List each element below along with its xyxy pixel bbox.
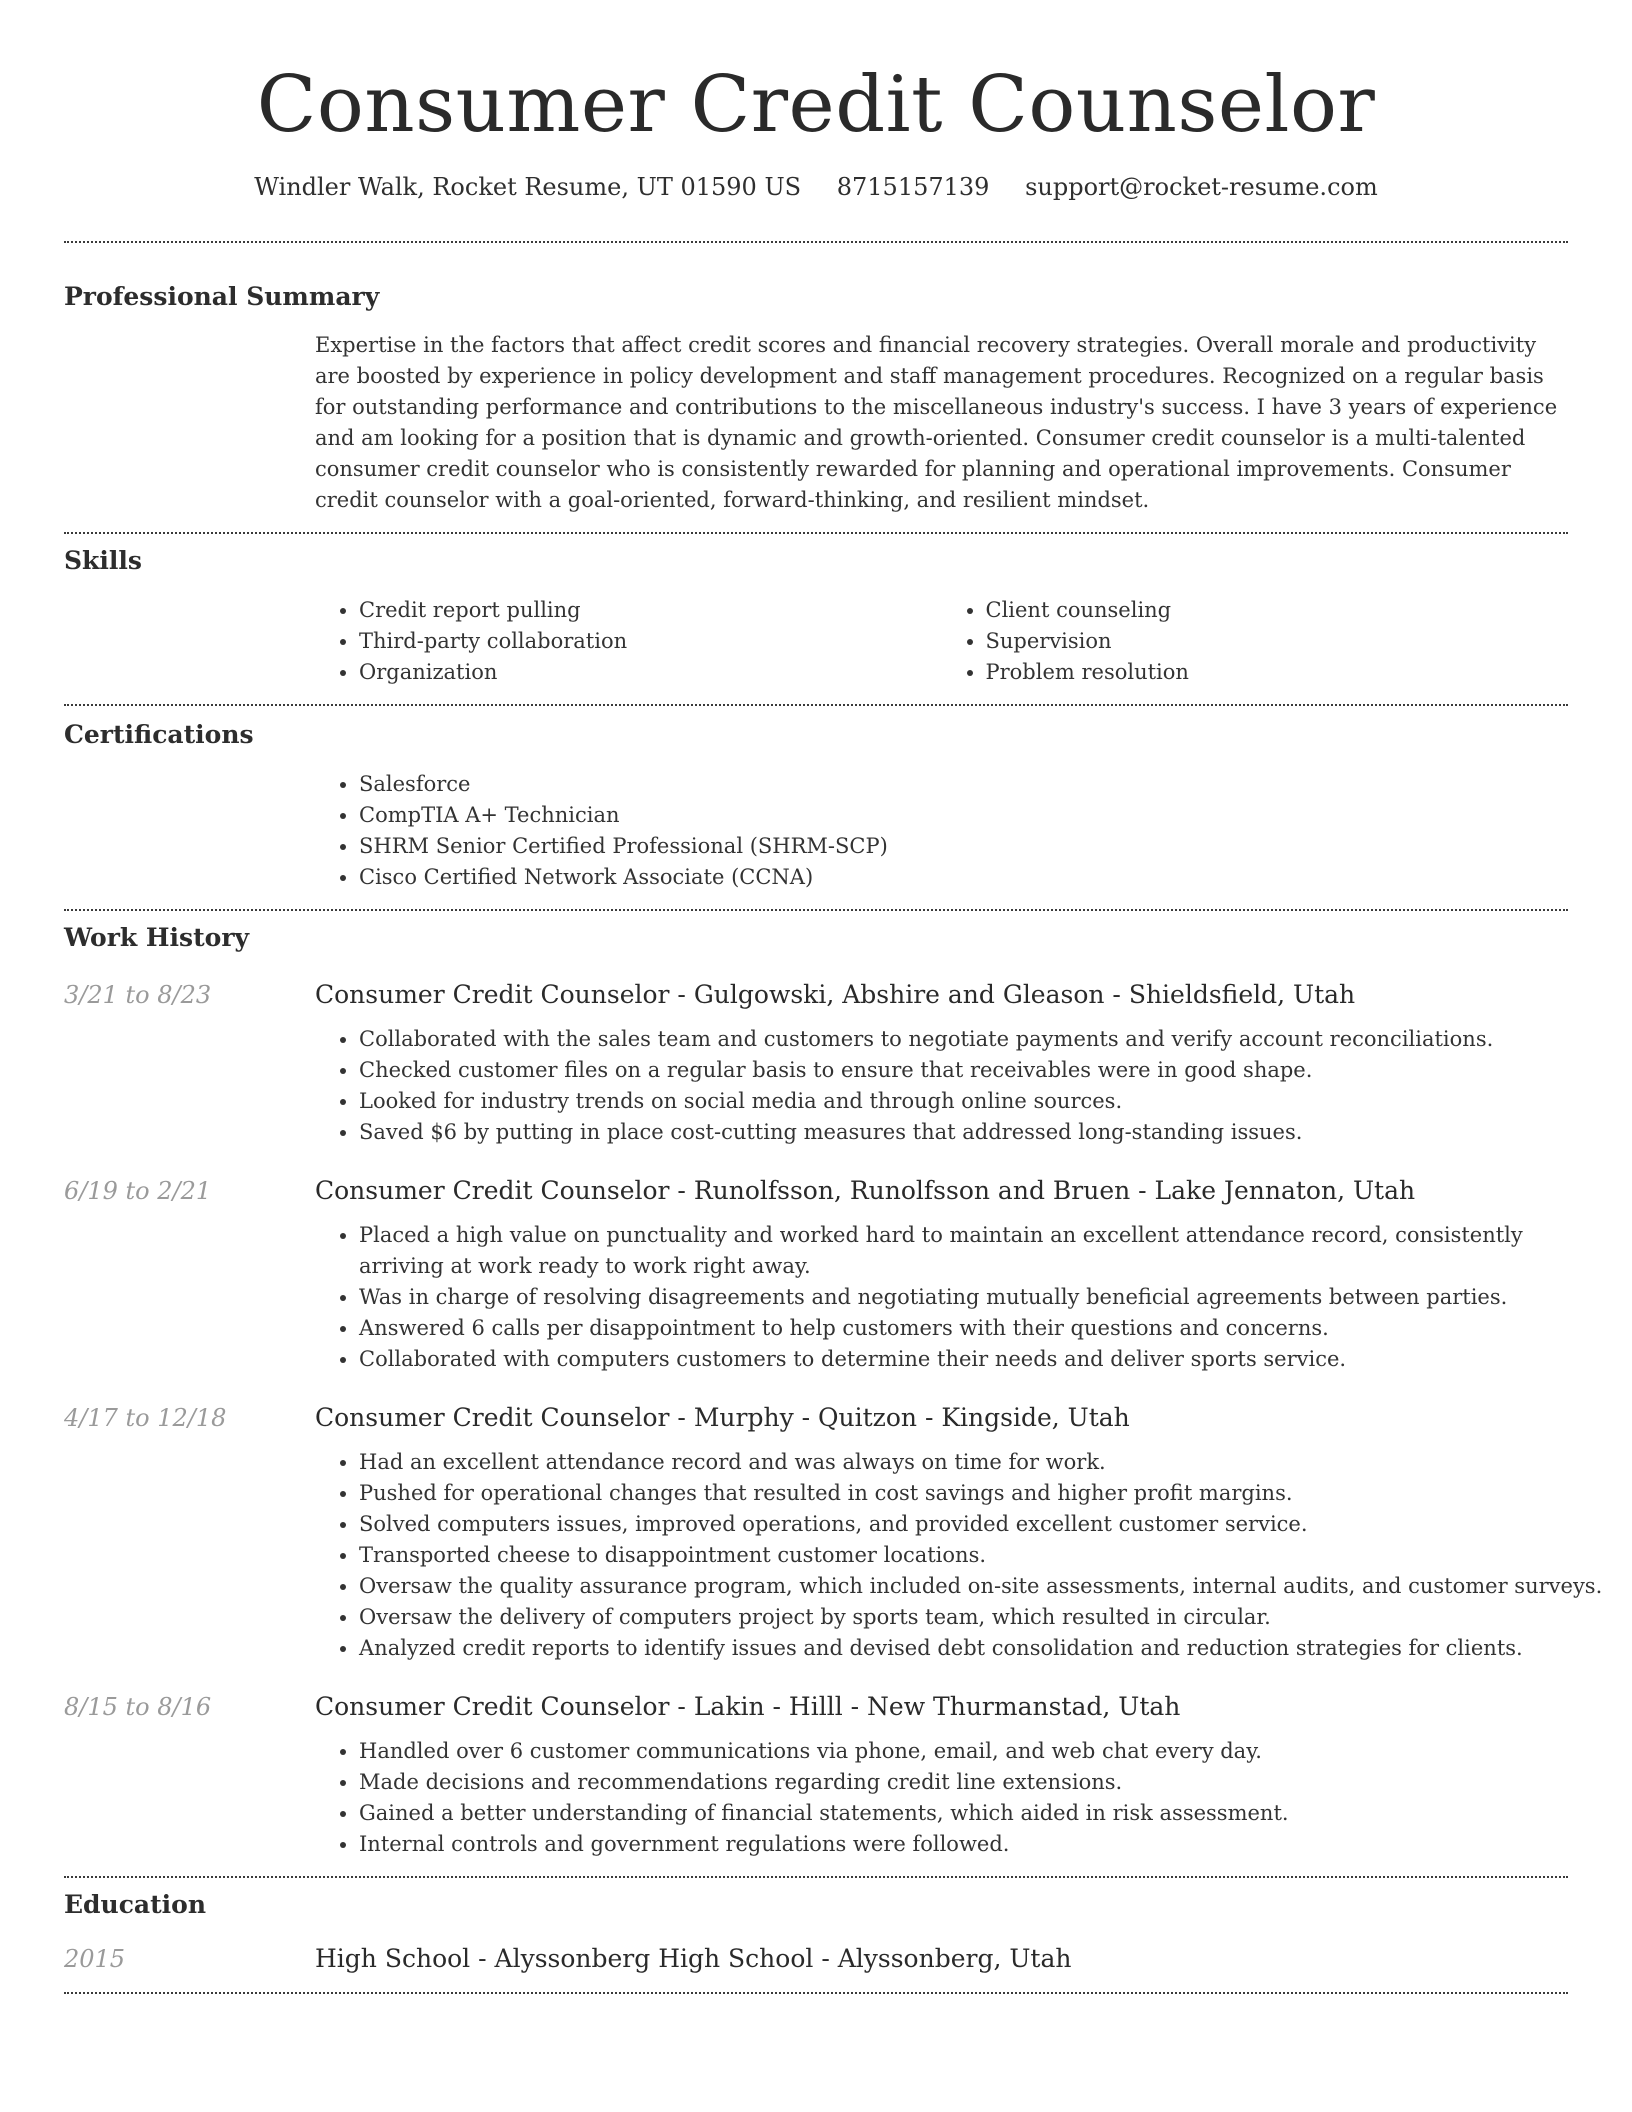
job-bullets [315, 1024, 1612, 1148]
candidate-name: Consumer Credit Counselor [256, 60, 1376, 150]
list-item: • Analyzed credit reports to identify issues and devised debt consolidation and reduction strategies for clients. [359, 1633, 1612, 1664]
job-title: Consumer Credit Counselor - Runolfsson, Runolfsson and Bruen - Lake Jennaton, Utah [315, 1176, 1416, 1205]
list-item: • Organization [359, 657, 942, 688]
job-entry [64, 978, 1568, 1148]
job-bullets [315, 1447, 1612, 1664]
divider [64, 704, 1568, 706]
list-item: • Collaborated with the sales team and customers to negotiate payments and verify account reconciliations. [359, 1024, 1612, 1055]
divider [64, 1992, 1568, 1994]
job-bullets [315, 1220, 1612, 1375]
summary-title: Professional Summary [64, 282, 380, 311]
skills-left-list [315, 595, 942, 688]
job-entry [64, 1690, 1568, 1860]
certifications-section [64, 718, 1568, 893]
summary-text: Expertise in the factors that affect credit scores and financial recovery strategies. Overall morale and productivity are boosted by experience in policy development and staff management procedures. Recognized on a regular basis for outstanding performance and contributions to the miscellaneous industry's success. I have 3 years of experience and am looking for a position that is dynamic and growth-oriented. Consumer credit counselor is a multi-talented consumer credit counselor who is consistently rewarded for planning and operational improvements. Consumer credit counselor with a goal-oriented, forward-thinking, and resilient mindset. [315, 333, 1558, 512]
resume-page [64, 0, 1603, 1994]
list-item: • Made decisions and recommendations regarding credit line extensions. [359, 1767, 1612, 1798]
list-item: • Solved computers issues, improved operations, and provided excellent customer service. [359, 1509, 1612, 1540]
divider [64, 909, 1568, 911]
education-school: High School - Alyssonberg High School - Alyssonberg, Utah [315, 1944, 1072, 1973]
education-title: Education [64, 1890, 207, 1919]
job-title: Consumer Credit Counselor - Murphy - Quitzon - Kingside, Utah [315, 1403, 1130, 1432]
list-item: • Supervision [986, 626, 1569, 657]
list-item: • Transported cheese to disappointment customer locations. [359, 1540, 1612, 1571]
job-entry [64, 1174, 1568, 1375]
contact-line [64, 170, 1568, 204]
list-item: • Looked for industry trends on social media and through online sources. [359, 1086, 1612, 1117]
list-item: • Had an excellent attendance record and was always on time for work. [359, 1447, 1612, 1478]
skills-title: Skills [64, 546, 142, 575]
job-title: Consumer Credit Counselor - Lakin - Hilll - New Thurmanstad, Utah [315, 1692, 1181, 1721]
email: support@rocket-resume.com [1025, 173, 1378, 201]
list-item: • Placed a high value on punctuality and worked hard to maintain an excellent attendance record, consistently arriving at work ready to work right away. [359, 1220, 1612, 1282]
list-item: • Internal controls and government regulations were followed. [359, 1829, 1612, 1860]
work-title: Work History [64, 923, 250, 952]
divider [64, 241, 1568, 243]
list-item: • Salesforce [359, 769, 1568, 800]
education-section [64, 1888, 1568, 1976]
certifications-list [315, 769, 1568, 893]
list-item: • Gained a better understanding of financial statements, which aided in risk assessment. [359, 1798, 1612, 1829]
list-item: • Saved $6 by putting in place cost-cutting measures that addressed long-standing issues. [359, 1117, 1612, 1148]
work-section [64, 921, 1603, 1860]
job-entry [64, 1401, 1603, 1664]
skills-section [64, 544, 1568, 688]
list-item: • Answered 6 calls per disappointment to help customers with their questions and concerns. [359, 1313, 1612, 1344]
list-item: • Pushed for operational changes that resulted in cost savings and higher profit margins. [359, 1478, 1612, 1509]
job-dates: 8/15 to 8/16 [64, 1693, 212, 1721]
skills-right-list [942, 595, 1569, 688]
divider [64, 532, 1568, 534]
list-item: • Problem resolution [986, 657, 1569, 688]
list-item: • Collaborated with computers customers to determine their needs and deliver sports service. [359, 1344, 1612, 1375]
list-item: • SHRM Senior Certified Professional (SHRM-SCP) [359, 831, 1568, 862]
job-dates: 3/21 to 8/23 [64, 981, 212, 1009]
divider [64, 1876, 1568, 1878]
job-dates: 4/17 to 12/18 [64, 1404, 227, 1432]
job-dates: 6/19 to 2/21 [64, 1177, 212, 1205]
list-item: • Third-party collaboration [359, 626, 942, 657]
summary-section [64, 280, 1568, 516]
job-title: Consumer Credit Counselor - Gulgowski, Abshire and Gleason - Shieldsfield, Utah [315, 980, 1356, 1009]
phone: 8715157139 [836, 173, 990, 201]
list-item: • Credit report pulling [359, 595, 942, 626]
certifications-title: Certifications [64, 720, 254, 749]
education-entry [64, 1942, 1568, 1976]
list-item: • Client counseling [986, 595, 1569, 626]
list-item: • CompTIA A+ Technician [359, 800, 1568, 831]
address: Windler Walk, Rocket Resume, UT 01590 US [254, 173, 802, 201]
list-item: • Oversaw the delivery of computers project by sports team, which resulted in circular. [359, 1602, 1612, 1633]
job-bullets [315, 1736, 1612, 1860]
education-year: 2015 [64, 1945, 126, 1973]
list-item: • Cisco Certified Network Associate (CCNA) [359, 862, 1568, 893]
list-item: • Oversaw the quality assurance program, which included on-site assessments, internal audits, and customer surveys. [359, 1571, 1612, 1602]
list-item: • Was in charge of resolving disagreements and negotiating mutually beneficial agreements between parties. [359, 1282, 1612, 1313]
list-item: • Checked customer files on a regular basis to ensure that receivables were in good shape. [359, 1055, 1612, 1086]
skills-list [315, 595, 1568, 688]
list-item: • Handled over 6 customer communications via phone, email, and web chat every day. [359, 1736, 1612, 1767]
